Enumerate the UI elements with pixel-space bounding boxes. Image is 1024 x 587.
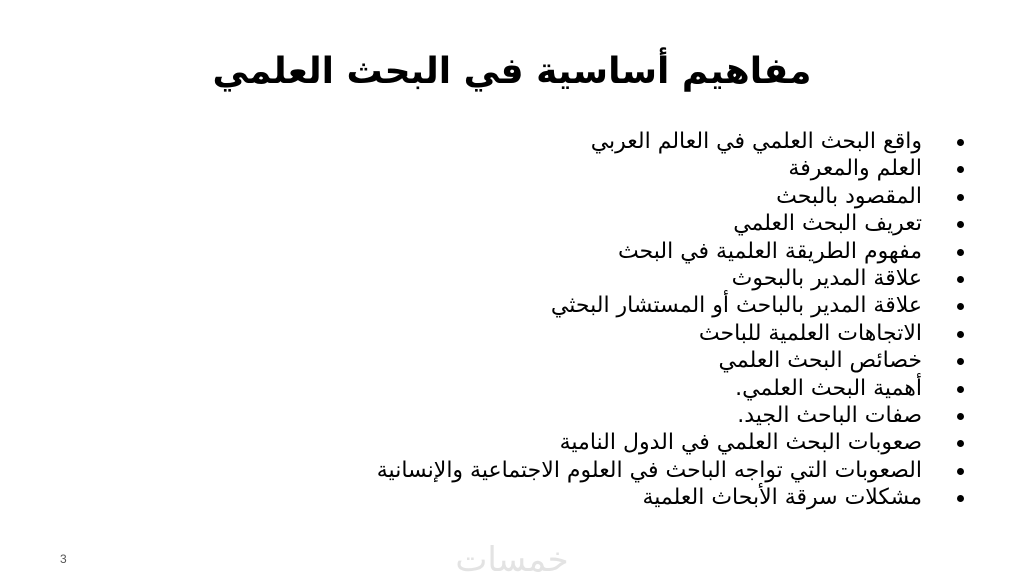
list-item-text: الاتجاهات العلمية للباحث — [698, 320, 922, 346]
list-item-text: أهمية البحث العلمي. — [735, 375, 922, 401]
bullet-icon — [957, 139, 964, 146]
watermark-logo: خمسات — [455, 540, 569, 580]
bullet-icon — [957, 358, 964, 365]
list-item — [204, 484, 964, 511]
list-item — [204, 320, 964, 347]
bullet-icon — [957, 331, 964, 338]
bullet-icon — [957, 440, 964, 447]
list-item — [204, 265, 964, 292]
list-item-text: تعريف البحث العلمي — [733, 211, 922, 237]
list-item — [204, 183, 964, 210]
bullet-list — [204, 128, 964, 511]
list-item-text: صعوبات البحث العلمي في الدول النامية — [559, 430, 922, 456]
list-item-text: علاقة المدير بالباحث أو المستشار البحثي — [550, 293, 922, 319]
list-item — [204, 347, 964, 374]
list-item — [204, 457, 964, 484]
bullet-icon — [957, 194, 964, 201]
list-item — [204, 429, 964, 456]
list-item-text: مفهوم الطريقة العلمية في البحث — [617, 238, 922, 264]
bullet-icon — [957, 468, 964, 475]
list-item — [204, 128, 964, 155]
list-item-text: علاقة المدير بالبحوث — [731, 265, 922, 291]
list-item-text: صفات الباحث الجيد. — [737, 402, 922, 428]
list-item-text: خصائص البحث العلمي — [718, 348, 922, 374]
list-item-text: الصعوبات التي تواجه الباحث في العلوم الاجتماعية والإنسانية — [376, 457, 922, 483]
bullet-icon — [957, 221, 964, 228]
list-item — [204, 238, 964, 265]
slide-title: مفاهيم أساسية في البحث العلمي — [212, 51, 812, 92]
list-item-text: العلم والمعرفة — [788, 156, 922, 182]
bullet-icon — [957, 495, 964, 502]
bullet-icon — [957, 166, 964, 173]
list-item — [204, 375, 964, 402]
list-item — [204, 292, 964, 319]
bullet-icon — [957, 413, 964, 420]
list-item — [204, 210, 964, 237]
bullet-icon — [957, 386, 964, 393]
list-item — [204, 155, 964, 182]
bullet-icon — [957, 303, 964, 310]
slide-number: 3 — [60, 552, 67, 566]
list-item-text: مشكلات سرقة الأبحاث العلمية — [642, 485, 922, 511]
bullet-icon — [957, 276, 964, 283]
list-item-text: المقصود بالبحث — [776, 183, 922, 209]
bullet-icon — [957, 249, 964, 256]
list-item — [204, 402, 964, 429]
list-item-text: واقع البحث العلمي في العالم العربي — [590, 129, 922, 154]
